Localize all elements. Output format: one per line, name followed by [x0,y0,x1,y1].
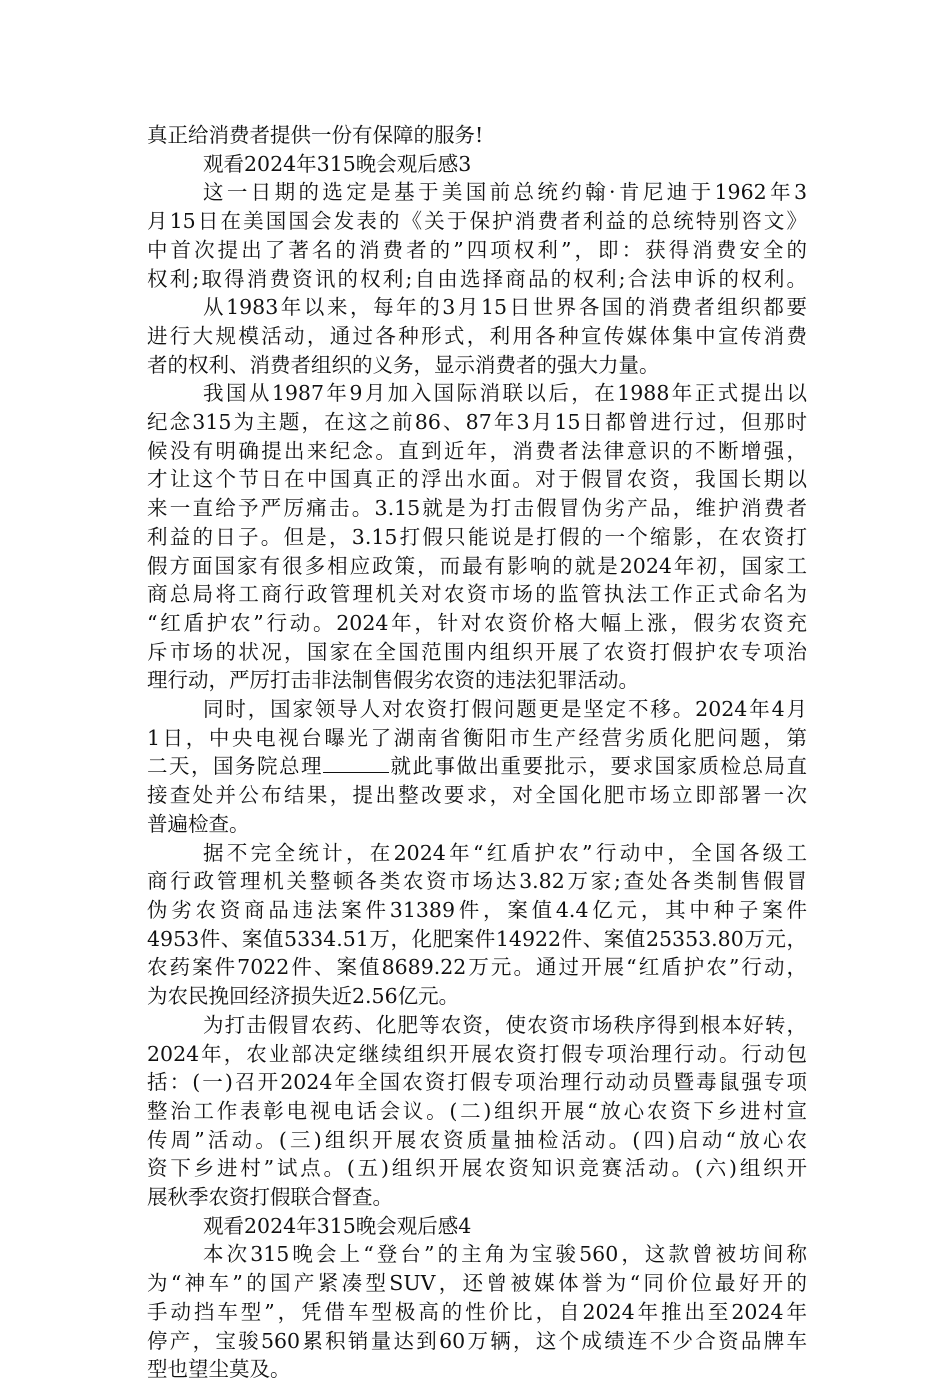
text-line: 候没有明确提出来纪念。直到近年，消费者法律意识的不断增强， [147,438,807,463]
text-line: 接查处并公布结果，提出整改要求，对全国化肥市场立即部署一次 [147,783,807,808]
text-line: 这一日期的选定是基于美国前总统约翰·肯尼迪于1962年3 [203,180,807,205]
text-line: 纪念315为主题，在这之前86、87年3月15日都曾进行过，但那时 [147,410,807,435]
paragraph [147,1240,807,1384]
paragraph [147,178,807,293]
text-line: 展秋季农资打假联合督查。 [147,1185,393,1210]
paragraph [147,379,807,695]
text-line: 停产，宝骏560累积销量达到60万辆，这个成绩连不少合资品牌车 [147,1328,807,1353]
text-line: 1日，中央电视台曝光了湖南省衡阳市生产经营劣质化肥问题，第 [147,725,807,750]
text-line: 手动挡车型”，凭借车型极高的性价比，自2024年推出至2024年 [147,1299,807,1324]
text-line: 为打击假冒农药、化肥等农资，使农资市场秩序得到根本好转， [203,1012,807,1037]
text-line: 理行动，严厉打击非法制售假劣农资的违法犯罪活动。 [147,668,639,693]
document-page [147,121,807,1384]
text-line: 假方面国家有很多相应政策，而最有影响的就是2024年初，国家工 [147,553,807,578]
text-line: 4953件、案值5334.51万，化肥案件14922件、案值25353.80万元， [147,926,807,951]
text-line: 资下乡进村”试点。(五)组织开展农资知识竞赛活动。(六)组织开 [147,1156,807,1181]
text-fragment: 二天，国务院总理 [147,754,323,779]
text-line: 同时，国家领导人对农资打假问题更是坚定不移。2024年4月 [203,697,807,722]
text-line: 整治工作表彰电视电话会议。(二)组织开展“放心农资下乡进村宣 [147,1098,807,1123]
text-fragment: 就此事做出重要批示，要求国家质检总局直 [389,754,807,779]
text-line: 伪劣农资商品违法案件31389件，案值4.4亿元，其中种子案件 [147,897,807,922]
text-line: 进行大规模活动，通过各种形式，利用各种宣传媒体集中宣传消费 [147,323,807,348]
text-line: 括：(一)召开2024年全国农资打假专项治理行动动员暨毒鼠强专项 [147,1070,807,1095]
text-line: 斥市场的状况，国家在全国范围内组织开展了农资打假护农专项治 [147,639,807,664]
text-line: 2024年，农业部决定继续组织开展农资打假专项治理行动。行动包 [147,1041,807,1066]
text-line: “红盾护农”行动。2024年，针对农资价格大幅上涨，假劣农资充 [147,610,807,635]
text-line: 者的权利、消费者组织的义务，显示消费者的强大力量。 [147,352,660,377]
text-line: 真正给消费者提供一份有保障的服务! [147,123,484,147]
text-line: 据不完全统计，在2024年“红盾护农”行动中，全国各级工 [203,840,807,865]
text-line: 为“神车”的国产紧凑型SUV，还曾被媒体誉为“同价位最好开的 [147,1271,807,1296]
text-line: 月15日在美国国会发表的《关于保护消费者利益的总统特别咨文》 [147,209,807,234]
text-line: 商行政管理机关整顿各类农资市场达3.82万家;查处各类制售假冒 [147,869,807,894]
paragraph [147,839,807,1011]
paragraph [147,293,807,379]
text-line: 本次315晚会上“登台”的主角为宝骏560，这款曾被坊间称 [203,1242,807,1267]
section-heading: 观看2024年315晚会观后感3 [203,151,472,176]
blank-underline [323,754,389,773]
paragraph [147,1011,807,1212]
text-line: 传周”活动。(三)组织开展农资质量抽检活动。(四)启动“放心农 [147,1127,807,1152]
text-line: 来一直给予严厉痛击。3.15就是为打击假冒伪劣产品，维护消费者 [147,496,807,521]
text-line: 才让这个节日在中国真正的浮出水面。对于假冒农资，我国长期以 [147,467,807,492]
text-line: 为农民挽回经济损失近2.56亿元。 [147,984,460,1009]
paragraph [147,695,807,839]
text-line: 从1983年以来，每年的3月15日世界各国的消费者组织都要 [203,295,807,320]
section-heading: 观看2024年315晚会观后感4 [203,1213,472,1238]
text-line: 权利;取得消费资讯的权利;自由选择商品的权利;合法申诉的权利。 [147,266,807,291]
text-line [147,752,807,781]
text-line: 中首次提出了著名的消费者的”四项权利”，即：获得消费安全的 [147,237,807,262]
text-line: 商总局将工商行政管理机关对农资市场的监管执法工作正式命名为 [147,582,807,607]
text-line: 我国从1987年9月加入国际消联以后，在1988年正式提出以 [203,381,807,406]
text-line: 利益的日子。但是，3.15打假只能说是打假的一个缩影，在农资打 [147,524,807,549]
text-line: 型也望尘莫及。 [147,1357,291,1382]
text-line: 农药案件7022件、案值8689.22万元。通过开展“红盾护农”行动， [147,955,807,980]
text-line: 普遍检查。 [147,811,250,836]
